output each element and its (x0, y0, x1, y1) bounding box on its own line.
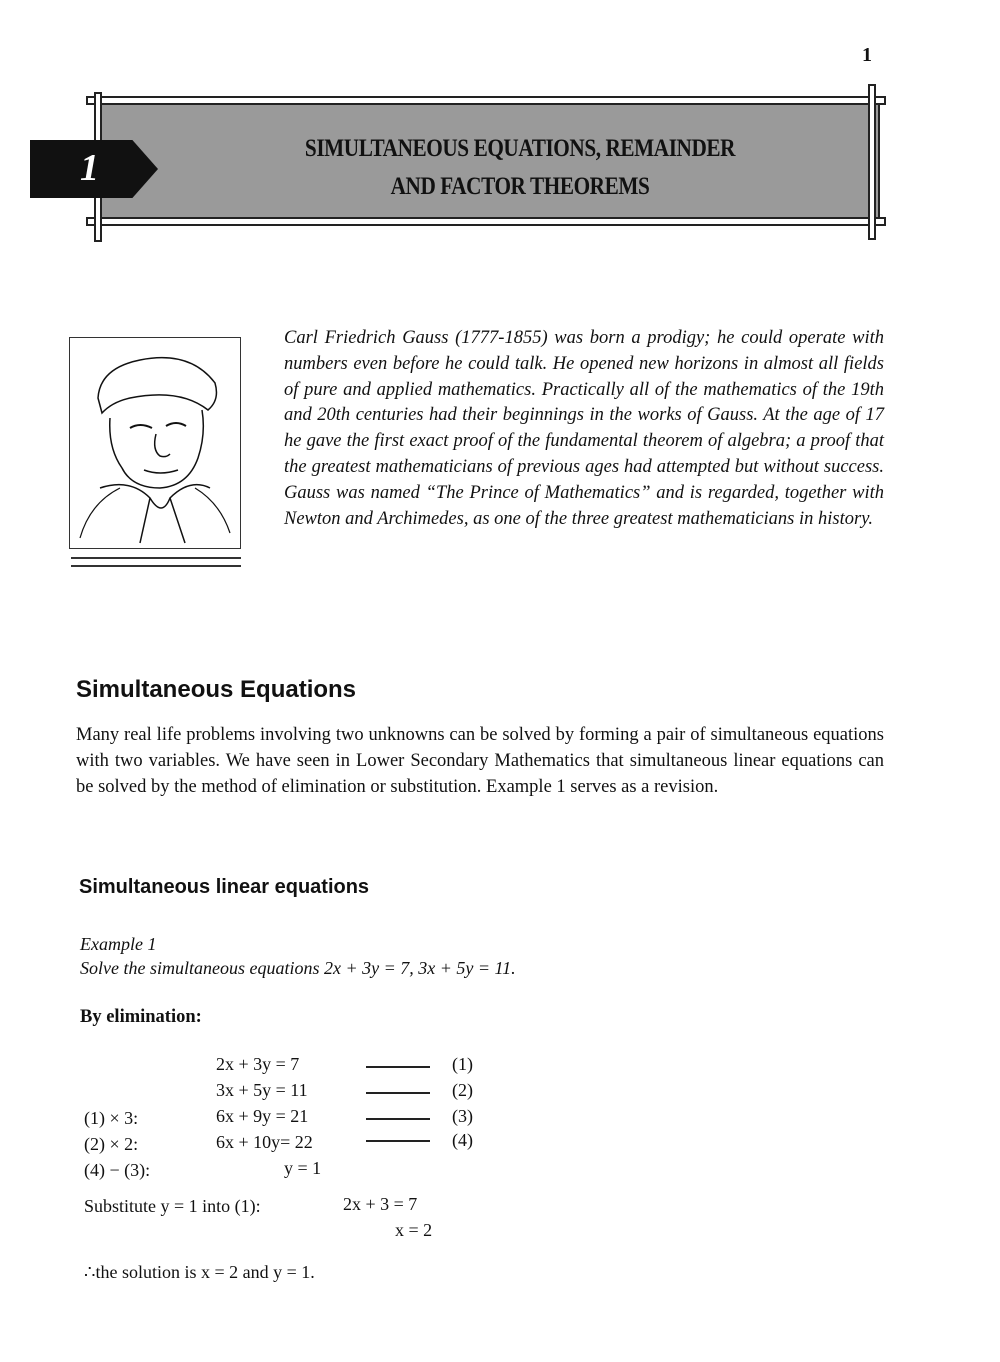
portrait-rule-1 (71, 557, 241, 559)
equation-4-leader (366, 1140, 430, 1142)
chapter-title-line1: SIMULTANEOUS EQUATIONS, REMAINDER (304, 135, 736, 162)
step-3-op: (1) × 3: (84, 1108, 139, 1128)
method-label: By elimination: (80, 1007, 202, 1027)
example-task: Solve the simultaneous equations 2x + 3y = 7, 3x + 5y = 11. (80, 958, 516, 978)
step-5-op: (4) − (3): (84, 1160, 151, 1180)
subsection-heading: Simultaneous linear equations (79, 876, 370, 898)
portrait-drawing-icon (70, 338, 240, 548)
equation-5: y = 1 (284, 1158, 322, 1178)
chapter-title-line2: AND FACTOR THEOREMS (390, 173, 650, 200)
chapter-title (206, 130, 835, 206)
page-number: 1 (862, 44, 872, 66)
chapter-number: 1 (80, 147, 99, 189)
section-intro: Many real life problems involving two unknowns can be solved by forming a pair of simultaneous equations with two variables. We have seen in Lower Secondary Mathematics that simultaneous linear equations can be solved by the method of elimination or substitution. Example 1 serves as a revision. (76, 725, 884, 797)
banner-right-post (868, 84, 876, 240)
example-label: Example 1 (80, 934, 157, 954)
equation-1-leader (366, 1066, 430, 1068)
conclusion: ∴the solution is x = 2 and y = 1. (84, 1262, 315, 1282)
equation-1-tag: (1) (452, 1054, 473, 1074)
equation-4-tag: (4) (452, 1130, 473, 1150)
step-4-op: (2) × 2: (84, 1134, 139, 1154)
equation-2: 3x + 5y = 11 (216, 1080, 308, 1100)
equation-3-tag: (3) (452, 1106, 473, 1126)
equation-3-leader (366, 1118, 430, 1120)
gauss-portrait (69, 337, 241, 549)
banner-top-rail (86, 96, 886, 105)
substitute-equation-2: x = 2 (395, 1220, 433, 1240)
equation-3: 6x + 9y = 21 (216, 1106, 309, 1126)
substitute-label: Substitute y = 1 into (1): (84, 1196, 261, 1216)
equation-2-leader (366, 1092, 430, 1094)
section-heading: Simultaneous Equations (76, 676, 357, 703)
equation-2-tag: (2) (452, 1080, 473, 1100)
gauss-biography: Carl Friedrich Gauss (1777-1855) was born a prodigy; he could operate with numbers even before he could talk. He opened new horizons in almost all fields of pure and applied mathematics. Practically all of the mathematics of the 19th and 20th centuries had their beginnings in the works of Gauss. At the age of 17 he gave the first exact proof of the fundamental theorem of algebra; a proof that the greatest mathematicians of previous ages had attempted but without success. Gauss was named “The Prince of Mathematics” and is regarded, together with Newton and Archimedes, as one of the three greatest mathematicians in history. (284, 328, 884, 529)
banner-bottom-rail (86, 217, 886, 226)
portrait-rule-2 (71, 565, 241, 567)
substitute-equation-1: 2x + 3 = 7 (343, 1194, 418, 1214)
equation-1: 2x + 3y = 7 (216, 1054, 300, 1074)
equation-4: 6x + 10y= 22 (216, 1132, 313, 1152)
